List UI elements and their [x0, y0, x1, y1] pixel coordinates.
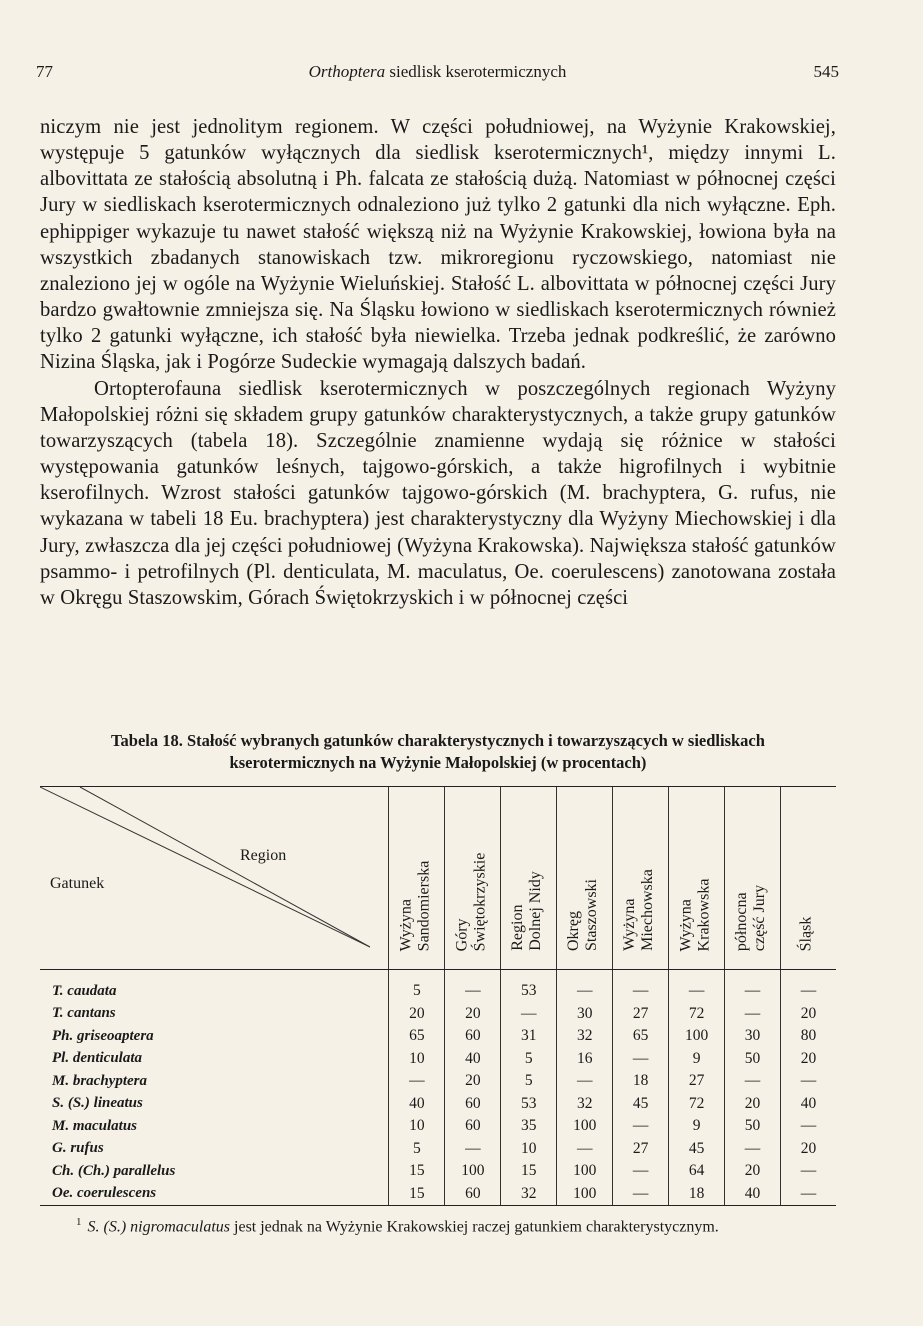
column-header — [725, 787, 781, 970]
table-row — [40, 1025, 836, 1048]
value-cell: 100 — [445, 1160, 501, 1183]
value-cell: 53 — [501, 970, 557, 1003]
caption-line-1: Tabela 18. Stałość wybranych gatunków charakterystycznych i towarzyszących w siedliskach — [111, 731, 765, 750]
column-header-line: Wyżyna — [397, 898, 415, 951]
column-header-line: Wyżyna — [677, 898, 695, 951]
value-cell: — — [725, 1070, 781, 1093]
column-header-line: Dolnej Nidy — [527, 871, 545, 951]
value-cell: 20 — [725, 1093, 781, 1116]
body-text — [40, 114, 836, 611]
value-cell: 20 — [445, 1070, 501, 1093]
column-header — [613, 787, 669, 970]
table-row — [40, 1048, 836, 1071]
value-cell: 40 — [389, 1093, 445, 1116]
value-cell: 27 — [669, 1070, 725, 1093]
column-header — [501, 787, 557, 970]
column-header-line: północna — [733, 892, 751, 952]
column-header — [389, 787, 445, 970]
value-cell: 50 — [725, 1115, 781, 1138]
column-header-line: Miechowska — [639, 869, 657, 951]
column-header-line: Wyżyna — [621, 898, 639, 951]
running-title-italic: Orthoptera — [308, 62, 386, 81]
species-cell: T. cantans — [52, 1005, 116, 1022]
value-cell: 100 — [557, 1115, 613, 1138]
species-cell: Ch. (Ch.) parallelus — [52, 1162, 176, 1179]
species-cell: S. (S.) lineatus — [52, 1095, 143, 1112]
value-cell: 20 — [725, 1160, 781, 1183]
value-cell: 20 — [389, 1003, 445, 1026]
species-cell: Ph. griseoaptera — [52, 1027, 154, 1044]
value-cell: 5 — [389, 970, 445, 1003]
value-cell: 9 — [669, 1115, 725, 1138]
value-cell: 15 — [501, 1160, 557, 1183]
column-header-line: Region — [509, 904, 527, 951]
value-cell: 18 — [613, 1070, 669, 1093]
column-header-line: Staszowski — [583, 879, 601, 951]
caption-line-2: kserotermicznych na Wyżynie Małopolskiej (w procentach) — [229, 753, 647, 772]
value-cell: 72 — [669, 1003, 725, 1026]
value-cell: — — [725, 1138, 781, 1161]
footnote-species: S. (S.) nigromaculatus — [87, 1218, 231, 1236]
value-cell: 27 — [613, 1003, 669, 1026]
table-body — [40, 970, 836, 1206]
table-wrapper — [40, 786, 836, 1206]
value-cell: — — [669, 970, 725, 1003]
value-cell: 5 — [389, 1138, 445, 1161]
value-cell: 15 — [389, 1160, 445, 1183]
value-cell: 30 — [725, 1025, 781, 1048]
page-number-right: 545 — [813, 62, 839, 81]
table-row — [40, 1160, 836, 1183]
table-row — [40, 970, 836, 1003]
value-cell: — — [780, 1115, 836, 1138]
value-cell: — — [501, 1003, 557, 1026]
value-cell: — — [613, 1160, 669, 1183]
value-cell: — — [557, 970, 613, 1003]
table-row — [40, 1138, 836, 1161]
value-cell: 40 — [780, 1093, 836, 1116]
value-cell: 10 — [501, 1138, 557, 1161]
value-cell: 31 — [501, 1025, 557, 1048]
value-cell: 20 — [780, 1003, 836, 1026]
value-cell: 15 — [389, 1183, 445, 1206]
column-header-line: część Jury — [751, 884, 769, 952]
species-cell: Oe. coerulescens — [40, 1183, 389, 1206]
corner-cell — [40, 787, 389, 970]
value-cell: — — [557, 1138, 613, 1161]
value-cell: 65 — [613, 1025, 669, 1048]
value-cell: 50 — [725, 1048, 781, 1071]
value-cell: — — [780, 970, 836, 1003]
value-cell: 32 — [501, 1183, 557, 1206]
value-cell: 27 — [613, 1138, 669, 1161]
value-cell: 60 — [445, 1093, 501, 1116]
value-cell: 18 — [669, 1183, 725, 1206]
value-cell: — — [557, 1070, 613, 1093]
value-cell: — — [613, 970, 669, 1003]
value-cell: 9 — [669, 1048, 725, 1071]
column-header — [669, 787, 725, 970]
value-cell: 5 — [501, 1070, 557, 1093]
column-header — [557, 787, 613, 970]
constancy-table — [40, 786, 836, 1206]
running-title-rest: siedlisk kserotermicznych — [385, 62, 567, 81]
value-cell: 40 — [725, 1183, 781, 1206]
table-row — [40, 1115, 836, 1138]
value-cell: 16 — [557, 1048, 613, 1071]
value-cell: — — [780, 1070, 836, 1093]
value-cell: 32 — [557, 1025, 613, 1048]
column-header-line: Śląsk — [797, 916, 815, 951]
page-number-left: 77 — [36, 62, 53, 81]
species-cell: G. rufus — [52, 1140, 104, 1157]
species-cell: M. brachyptera — [52, 1072, 147, 1089]
value-cell: 60 — [445, 1025, 501, 1048]
value-cell: — — [613, 1048, 669, 1071]
paragraph-2: Ortopterofauna siedlisk kserotermicznych w poszczególnych regionach Wyżyny Małopolskiej różni się składem grupy gatunków charakterystycznych, a także grupy gatunków towarzyszących (tabela 18). Szczególnie znamienne wydają się różnice w stałości występowania gatunków leśnych, tajgowo-górskich, a także higrofilnych i wybitnie kserofilnych. Wzrost stałości gatunków tajgowo-górskich (M. brachyptera, G. rufus, nie wykazana w tabeli 18 Eu. brachyptera) jest charakterystyczny dla Wyżyny Miechowskiej i dla Jury, zwłaszcza dla jej części południowej (Wyżyna Krakowska). Największa stałość gatunków psammo- i petrofilnych (Pl. denticulata, M. maculatus, Oe. coerulescens) zanotowana została w Okręgu Staszowskim, Górach Świętokrzyskich i w północnej części — [40, 377, 836, 609]
value-cell: 5 — [501, 1048, 557, 1071]
value-cell: 100 — [557, 1160, 613, 1183]
value-cell: 60 — [445, 1183, 501, 1206]
species-cell: Pl. denticulata — [52, 1050, 142, 1067]
value-cell: 64 — [669, 1160, 725, 1183]
table-head — [40, 787, 836, 970]
paragraph-1: niczym nie jest jednolitym regionem. W części południowej, na Wyżynie Krakowskiej, występuje 5 gatunków wyłącznych dla siedlisk kserotermicznych¹, między innymi L. albovittata ze stałością absolutną i Ph. falcata ze stałością dużą. Natomiast w północnej części Jury w siedliskach kserotermicznych odnaleziono już tylko 2 gatunki dla nich wyłączne. Eph. ephippiger wykazuje tu nawet stałość większą niż na Wyżynie Krakowskiej, łowiona była na wszystkich zbadanych stanowiskach tzw. mikroregionu ryczowskiego, natomiast nie znaleziono jej w ogóle na Wyżynie Wieluńskiej. Stałość L. albovittata w północnej części Jury bardzo gwałtownie zmniejsza się. Na Śląsku łowiono w siedliskach kserotermicznych również tylko 2 gatunki wyłączne, ich stałość była niewielka. Trzeba jednak podkreślić, że zarówno Nizina Śląska, jak i Pogórze Sudeckie wymagają dalszych badań. — [40, 116, 836, 374]
value-cell: — — [725, 1003, 781, 1026]
value-cell: 20 — [445, 1003, 501, 1026]
value-cell: 20 — [780, 1138, 836, 1161]
table-row — [40, 1183, 836, 1206]
table-row — [40, 1070, 836, 1093]
value-cell: 45 — [613, 1093, 669, 1116]
value-cell: — — [613, 1115, 669, 1138]
value-cell: 30 — [557, 1003, 613, 1026]
running-header — [36, 62, 839, 86]
value-cell: 40 — [445, 1048, 501, 1071]
value-cell: 45 — [669, 1138, 725, 1161]
value-cell: 60 — [445, 1115, 501, 1138]
footnote-mark: 1 — [76, 1216, 82, 1228]
column-header-line: Świętokrzyskie — [471, 852, 489, 951]
column-header-line: Góry — [453, 917, 471, 951]
value-cell: 80 — [780, 1025, 836, 1048]
table-header-row — [40, 787, 836, 970]
running-title — [36, 62, 839, 82]
value-cell: 53 — [501, 1093, 557, 1116]
value-cell: — — [445, 1138, 501, 1161]
value-cell: 32 — [557, 1093, 613, 1116]
value-cell: 10 — [389, 1048, 445, 1071]
value-cell: 100 — [557, 1183, 613, 1206]
value-cell: 35 — [501, 1115, 557, 1138]
column-header-line: Krakowska — [695, 878, 713, 951]
table-row — [40, 1003, 836, 1026]
value-cell: 10 — [389, 1115, 445, 1138]
corner-label-region: Region — [240, 847, 287, 864]
value-cell: 20 — [780, 1048, 836, 1071]
footnote — [40, 1211, 836, 1238]
value-cell: — — [613, 1183, 669, 1206]
corner-label-species: Gatunek — [50, 875, 105, 892]
species-cell: T. caudata — [52, 982, 117, 999]
column-header — [445, 787, 501, 970]
value-cell: — — [780, 1183, 836, 1206]
value-cell: — — [445, 970, 501, 1003]
value-cell: — — [725, 970, 781, 1003]
column-header-line: Sandomierska — [415, 860, 433, 951]
column-header-line: Okręg — [565, 911, 583, 951]
value-cell: 100 — [669, 1025, 725, 1048]
value-cell: — — [780, 1160, 836, 1183]
value-cell: 72 — [669, 1093, 725, 1116]
table-caption — [40, 730, 836, 774]
value-cell: — — [389, 1070, 445, 1093]
species-cell: M. maculatus — [52, 1117, 138, 1134]
table-row — [40, 1093, 836, 1116]
value-cell: 65 — [389, 1025, 445, 1048]
footnote-text: jest jednak na Wyżynie Krakowskiej raczej gatunkiem charakterystycznym. — [230, 1218, 719, 1236]
column-header — [780, 787, 836, 970]
